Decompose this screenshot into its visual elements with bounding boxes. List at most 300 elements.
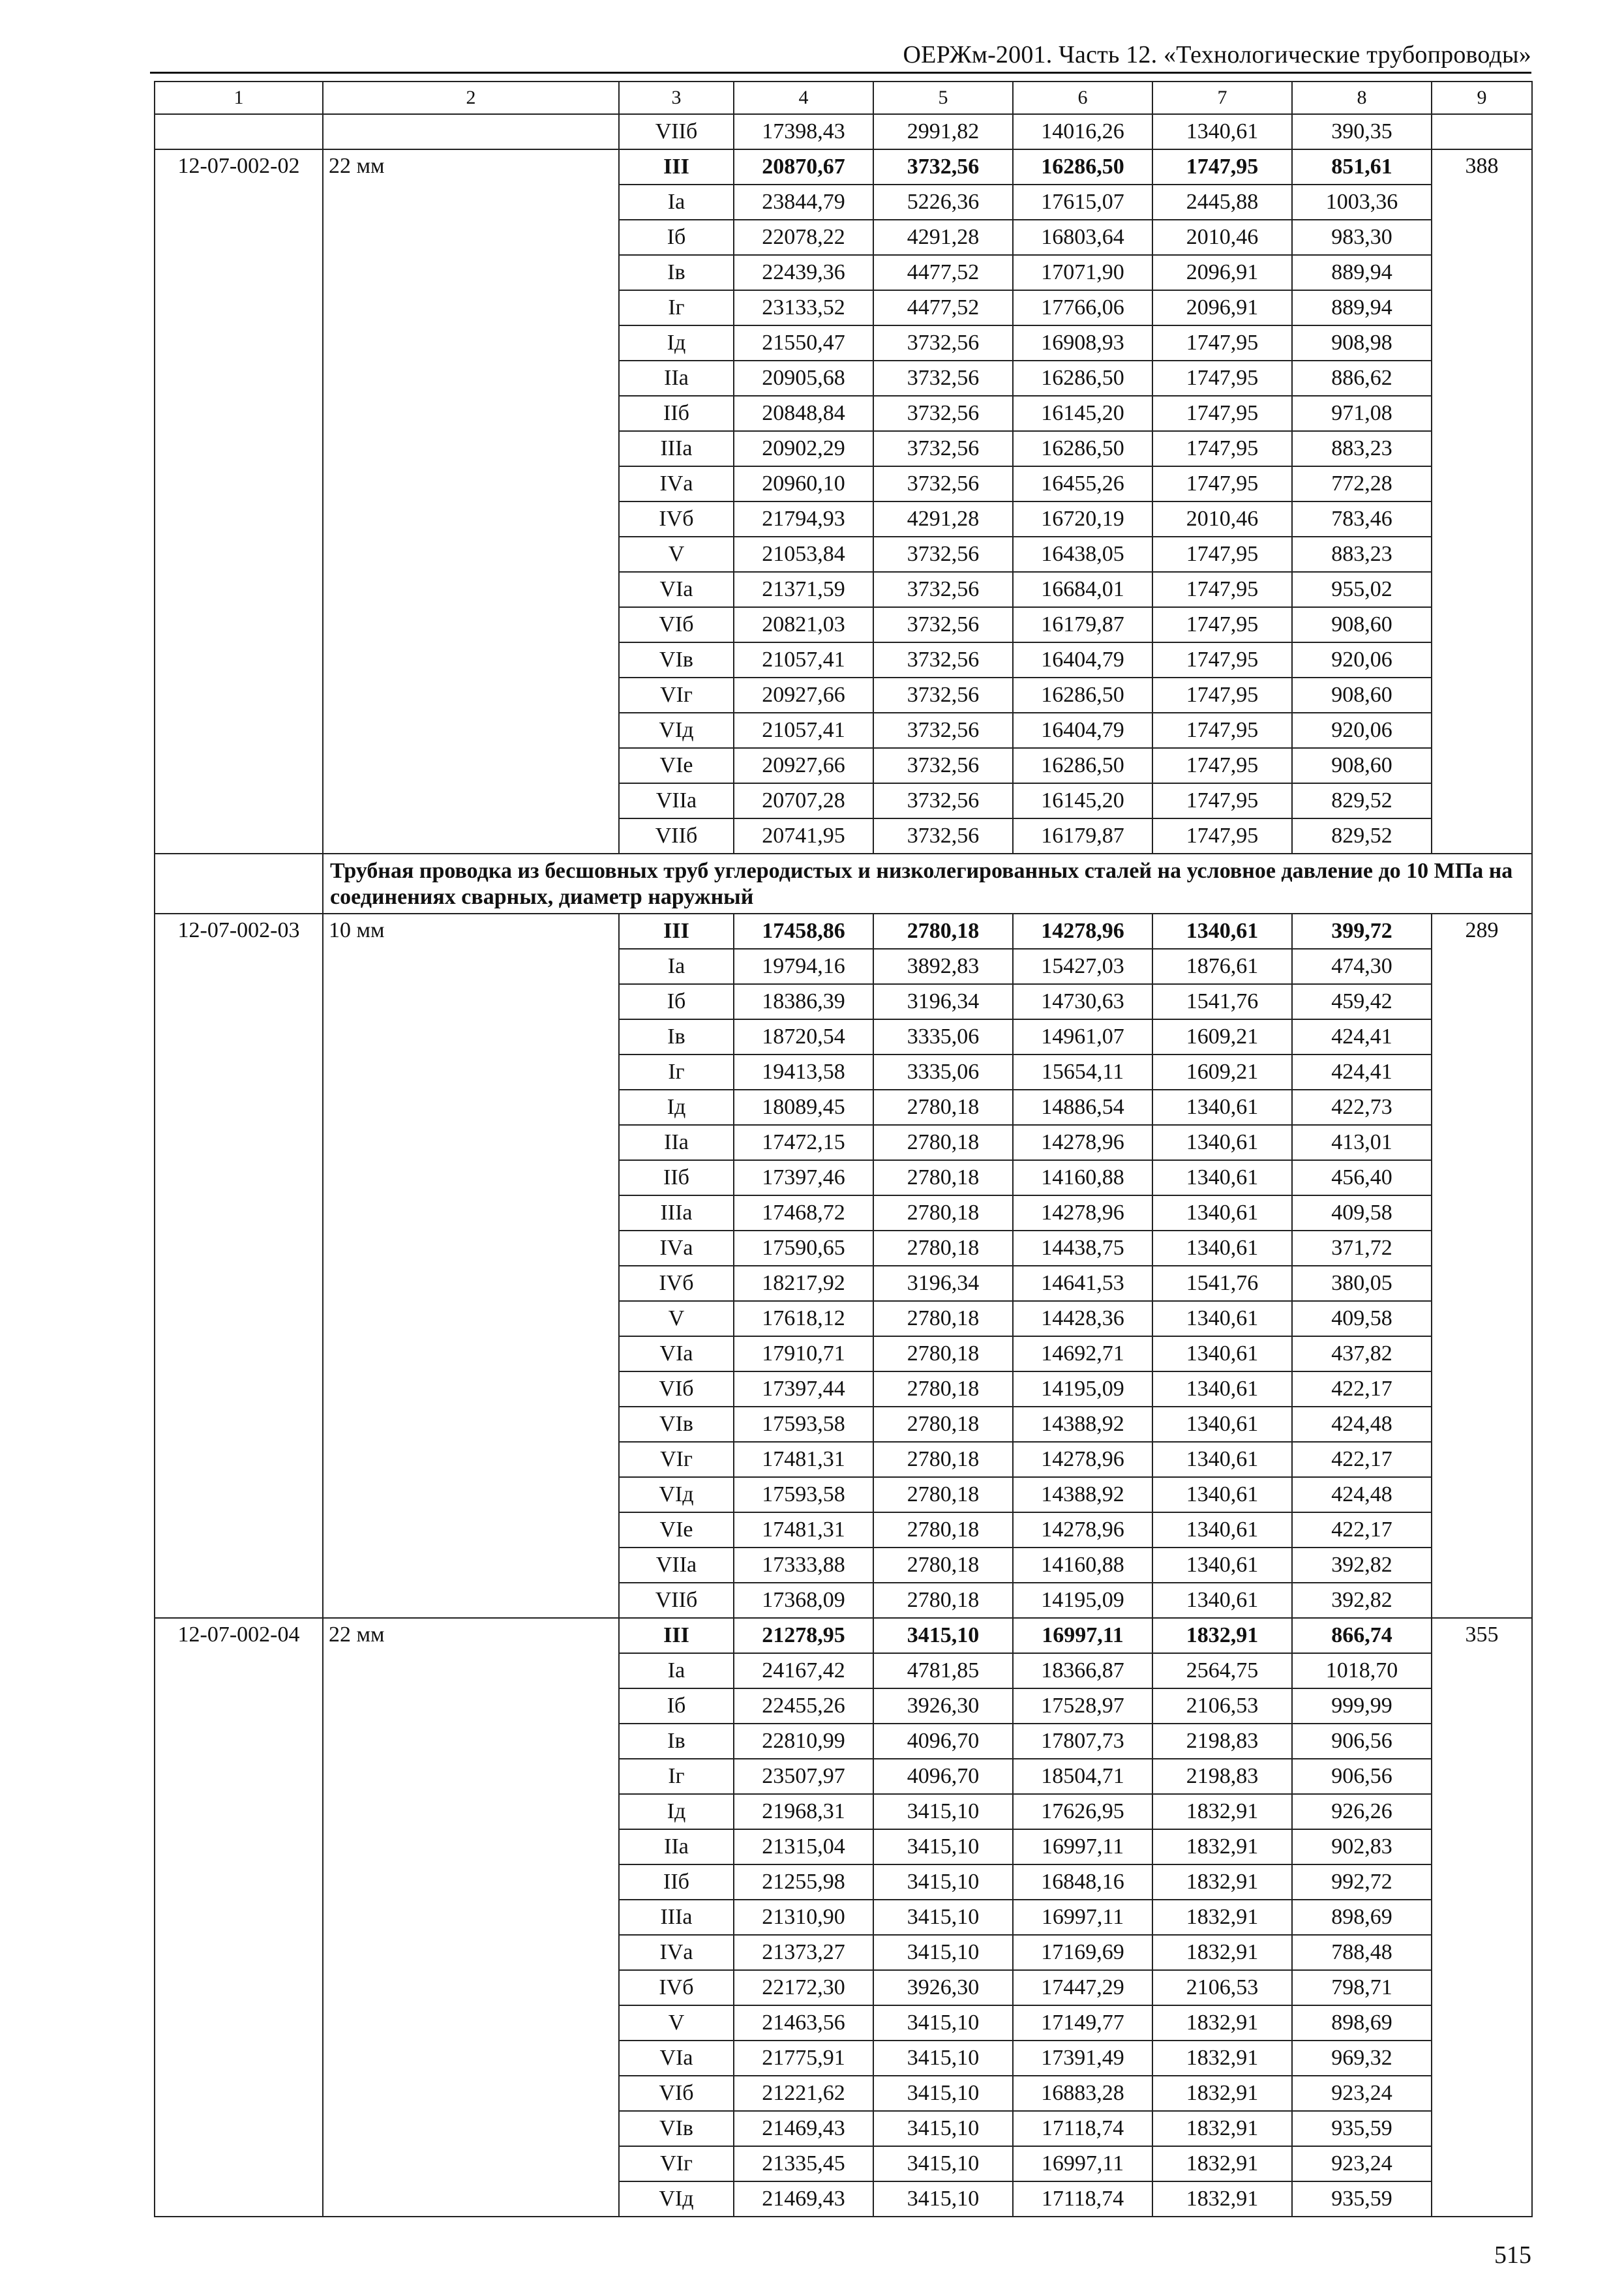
value-cell: 14016,26 <box>1013 114 1152 149</box>
value-cell: 2780,18 <box>873 1371 1013 1407</box>
region-cell: III <box>619 149 734 185</box>
value-cell: 2780,18 <box>873 1407 1013 1442</box>
value-cell: 2106,53 <box>1152 1688 1292 1724</box>
value-cell: 23133,52 <box>734 290 873 325</box>
value-cell: 16438,05 <box>1013 537 1152 572</box>
value-cell: 883,23 <box>1292 537 1432 572</box>
region-cell: VIIа <box>619 1548 734 1583</box>
value-cell: 2780,18 <box>873 1336 1013 1371</box>
value-cell: 21373,27 <box>734 1935 873 1970</box>
value-cell: 935,59 <box>1292 2111 1432 2146</box>
value-cell: 851,61 <box>1292 149 1432 185</box>
value-cell: 16286,50 <box>1013 361 1152 396</box>
region-cell: VIIб <box>619 1583 734 1618</box>
value-cell: 1747,95 <box>1152 537 1292 572</box>
value-cell: 1832,91 <box>1152 2146 1292 2181</box>
value-cell: 19794,16 <box>734 949 873 984</box>
code-cell: 12-07-002-04 <box>155 1618 323 2217</box>
value-cell: 1747,95 <box>1152 325 1292 361</box>
region-cell: Iа <box>619 185 734 220</box>
value-cell: 1340,61 <box>1152 1407 1292 1442</box>
value-cell: 2780,18 <box>873 914 1013 949</box>
value-cell: 22078,22 <box>734 220 873 255</box>
value-cell: 17590,65 <box>734 1231 873 1266</box>
table-row <box>155 114 1532 149</box>
value-cell: 2010,46 <box>1152 220 1292 255</box>
value-cell: 21057,41 <box>734 713 873 748</box>
value-cell: 1340,61 <box>1152 1477 1292 1512</box>
value-cell: 392,82 <box>1292 1548 1432 1583</box>
value-cell: 3732,56 <box>873 713 1013 748</box>
value-cell: 2106,53 <box>1152 1970 1292 2005</box>
value-cell: 14160,88 <box>1013 1160 1152 1195</box>
value-cell: 992,72 <box>1292 1864 1432 1900</box>
value-cell: 1747,95 <box>1152 642 1292 678</box>
value-cell: 16720,19 <box>1013 501 1152 537</box>
value-cell: 16286,50 <box>1013 149 1152 185</box>
value-cell: 16145,20 <box>1013 783 1152 818</box>
region-cell: Iг <box>619 1759 734 1794</box>
value-cell: 21550,47 <box>734 325 873 361</box>
value-cell: 1340,61 <box>1152 1442 1292 1477</box>
value-cell: 14388,92 <box>1013 1407 1152 1442</box>
value-cell: 908,60 <box>1292 748 1432 783</box>
column-number-cell: 1 <box>155 82 323 114</box>
value-cell: 3732,56 <box>873 466 1013 501</box>
value-cell: 2780,18 <box>873 1512 1013 1548</box>
value-cell: 2564,75 <box>1152 1653 1292 1688</box>
value-cell: 16908,93 <box>1013 325 1152 361</box>
column-number-cell: 2 <box>323 82 619 114</box>
region-cell: VIа <box>619 572 734 607</box>
value-cell: 2991,82 <box>873 114 1013 149</box>
value-cell: 17481,31 <box>734 1442 873 1477</box>
value-cell: 22439,36 <box>734 255 873 290</box>
value-cell: 1876,61 <box>1152 949 1292 984</box>
value-cell: 3732,56 <box>873 431 1013 466</box>
value-cell: 19413,58 <box>734 1055 873 1090</box>
value-cell: 3732,56 <box>873 607 1013 642</box>
value-cell: 1832,91 <box>1152 1900 1292 1935</box>
table-row <box>155 914 1532 949</box>
region-cell: VIг <box>619 1442 734 1477</box>
column-number-cell: 8 <box>1292 82 1432 114</box>
value-cell: 22810,99 <box>734 1724 873 1759</box>
value-cell: 1832,91 <box>1152 2005 1292 2041</box>
value-cell: 906,56 <box>1292 1724 1432 1759</box>
value-cell: 1747,95 <box>1152 748 1292 783</box>
value-cell: 20707,28 <box>734 783 873 818</box>
code-cell: 12-07-002-03 <box>155 914 323 1618</box>
value-cell: 16684,01 <box>1013 572 1152 607</box>
value-cell: 21315,04 <box>734 1829 873 1864</box>
value-cell: 18089,45 <box>734 1090 873 1125</box>
value-cell: 16145,20 <box>1013 396 1152 431</box>
value-cell: 3732,56 <box>873 818 1013 854</box>
region-cell: VIв <box>619 2111 734 2146</box>
column-number-cell: 3 <box>619 82 734 114</box>
value-cell: 2780,18 <box>873 1090 1013 1125</box>
value-cell: 17118,74 <box>1013 2181 1152 2217</box>
value-cell: 16455,26 <box>1013 466 1152 501</box>
value-cell: 14278,96 <box>1013 914 1152 949</box>
value-cell: 908,98 <box>1292 325 1432 361</box>
value-cell: 14195,09 <box>1013 1583 1152 1618</box>
value-cell: 14692,71 <box>1013 1336 1152 1371</box>
value-cell: 16997,11 <box>1013 1618 1152 1653</box>
size-cell: 22 мм <box>323 149 619 854</box>
size-cell: 22 мм <box>323 1618 619 2217</box>
region-cell: IVа <box>619 466 734 501</box>
value-cell: 829,52 <box>1292 818 1432 854</box>
value-cell: 4477,52 <box>873 255 1013 290</box>
table-row <box>155 149 1532 185</box>
value-cell: 3415,10 <box>873 2146 1013 2181</box>
total-cell: 289 <box>1432 914 1532 1618</box>
column-number-cell: 7 <box>1152 82 1292 114</box>
value-cell: 1832,91 <box>1152 2111 1292 2146</box>
value-cell: 1340,61 <box>1152 1195 1292 1231</box>
value-cell: 908,60 <box>1292 678 1432 713</box>
value-cell: 17528,97 <box>1013 1688 1152 1724</box>
value-cell: 935,59 <box>1292 2181 1432 2217</box>
value-cell: 908,60 <box>1292 607 1432 642</box>
value-cell: 1340,61 <box>1152 1583 1292 1618</box>
value-cell: 16883,28 <box>1013 2076 1152 2111</box>
value-cell: 21053,84 <box>734 537 873 572</box>
size-cell <box>323 114 619 149</box>
value-cell: 2780,18 <box>873 1301 1013 1336</box>
value-cell: 4096,70 <box>873 1724 1013 1759</box>
region-cell: VIIа <box>619 783 734 818</box>
value-cell: 422,17 <box>1292 1512 1432 1548</box>
value-cell: 17593,58 <box>734 1477 873 1512</box>
value-cell: 829,52 <box>1292 783 1432 818</box>
region-cell: Iд <box>619 1794 734 1829</box>
value-cell: 2198,83 <box>1152 1759 1292 1794</box>
region-cell: VIа <box>619 2041 734 2076</box>
value-cell: 955,02 <box>1292 572 1432 607</box>
value-cell: 17071,90 <box>1013 255 1152 290</box>
value-cell: 1832,91 <box>1152 1618 1292 1653</box>
region-cell: IIIа <box>619 1195 734 1231</box>
value-cell: 20821,03 <box>734 607 873 642</box>
value-cell: 923,24 <box>1292 2146 1432 2181</box>
region-cell: Iг <box>619 1055 734 1090</box>
value-cell: 17149,77 <box>1013 2005 1152 2041</box>
value-cell: 21469,43 <box>734 2181 873 2217</box>
value-cell: 2780,18 <box>873 1195 1013 1231</box>
region-cell: IVб <box>619 1970 734 2005</box>
region-cell: VIе <box>619 748 734 783</box>
value-cell: 783,46 <box>1292 501 1432 537</box>
value-cell: 2780,18 <box>873 1548 1013 1583</box>
value-cell: 2780,18 <box>873 1477 1013 1512</box>
value-cell: 14278,96 <box>1013 1195 1152 1231</box>
value-cell: 926,26 <box>1292 1794 1432 1829</box>
value-cell: 24167,42 <box>734 1653 873 1688</box>
value-cell: 3732,56 <box>873 642 1013 678</box>
value-cell: 424,41 <box>1292 1055 1432 1090</box>
value-cell: 1340,61 <box>1152 114 1292 149</box>
value-cell: 18504,71 <box>1013 1759 1152 1794</box>
value-cell: 20902,29 <box>734 431 873 466</box>
value-cell: 14278,96 <box>1013 1125 1152 1160</box>
value-cell: 409,58 <box>1292 1195 1432 1231</box>
value-cell: 1747,95 <box>1152 431 1292 466</box>
value-cell: 772,28 <box>1292 466 1432 501</box>
value-cell: 3335,06 <box>873 1019 1013 1055</box>
table-row <box>155 1618 1532 1653</box>
value-cell: 1747,95 <box>1152 713 1292 748</box>
value-cell: 17333,88 <box>734 1548 873 1583</box>
value-cell: 17397,46 <box>734 1160 873 1195</box>
value-cell: 920,06 <box>1292 713 1432 748</box>
region-cell: VIIб <box>619 114 734 149</box>
region-cell: IIб <box>619 1864 734 1900</box>
value-cell: 22455,26 <box>734 1688 873 1724</box>
value-cell: 17398,43 <box>734 114 873 149</box>
value-cell: 422,17 <box>1292 1371 1432 1407</box>
value-cell: 1340,61 <box>1152 1301 1292 1336</box>
column-number-row <box>155 82 1532 114</box>
region-cell: Iб <box>619 984 734 1019</box>
value-cell: 1747,95 <box>1152 607 1292 642</box>
value-cell: 3732,56 <box>873 572 1013 607</box>
total-cell: 355 <box>1432 1618 1532 2217</box>
value-cell: 3415,10 <box>873 1935 1013 1970</box>
value-cell: 20870,67 <box>734 149 873 185</box>
value-cell: 2780,18 <box>873 1583 1013 1618</box>
value-cell: 883,23 <box>1292 431 1432 466</box>
value-cell: 20927,66 <box>734 678 873 713</box>
region-cell: IIб <box>619 1160 734 1195</box>
value-cell: 20960,10 <box>734 466 873 501</box>
value-cell: 3335,06 <box>873 1055 1013 1090</box>
value-cell: 456,40 <box>1292 1160 1432 1195</box>
region-cell: VIг <box>619 678 734 713</box>
value-cell: 1832,91 <box>1152 1864 1292 1900</box>
region-cell: Iд <box>619 1090 734 1125</box>
page-number: 515 <box>1494 2241 1531 2269</box>
value-cell: 3415,10 <box>873 2111 1013 2146</box>
value-cell: 1747,95 <box>1152 783 1292 818</box>
value-cell: 422,17 <box>1292 1442 1432 1477</box>
value-cell: 23844,79 <box>734 185 873 220</box>
value-cell: 1747,95 <box>1152 818 1292 854</box>
region-cell: VIб <box>619 607 734 642</box>
value-cell: 1832,91 <box>1152 1935 1292 1970</box>
value-cell: 18366,87 <box>1013 1653 1152 1688</box>
value-cell: 409,58 <box>1292 1301 1432 1336</box>
value-cell: 3926,30 <box>873 1688 1013 1724</box>
value-cell: 16286,50 <box>1013 678 1152 713</box>
value-cell: 2780,18 <box>873 1125 1013 1160</box>
value-cell: 3415,10 <box>873 2005 1013 2041</box>
value-cell: 1832,91 <box>1152 1794 1292 1829</box>
value-cell: 906,56 <box>1292 1759 1432 1794</box>
value-cell: 17468,72 <box>734 1195 873 1231</box>
value-cell: 380,05 <box>1292 1266 1432 1301</box>
region-cell: Iв <box>619 255 734 290</box>
value-cell: 3196,34 <box>873 984 1013 1019</box>
total-cell <box>1432 114 1532 149</box>
value-cell: 21310,90 <box>734 1900 873 1935</box>
value-cell: 14278,96 <box>1013 1442 1152 1477</box>
value-cell: 22172,30 <box>734 1970 873 2005</box>
region-cell: VIд <box>619 2181 734 2217</box>
region-cell: VIг <box>619 2146 734 2181</box>
value-cell: 923,24 <box>1292 2076 1432 2111</box>
value-cell: 16997,11 <box>1013 1829 1152 1864</box>
value-cell: 18386,39 <box>734 984 873 1019</box>
region-cell: IVб <box>619 501 734 537</box>
value-cell: 16179,87 <box>1013 607 1152 642</box>
region-cell: Iа <box>619 1653 734 1688</box>
value-cell: 399,72 <box>1292 914 1432 949</box>
value-cell: 16404,79 <box>1013 713 1152 748</box>
value-cell: 2780,18 <box>873 1231 1013 1266</box>
value-cell: 3732,56 <box>873 361 1013 396</box>
value-cell: 2096,91 <box>1152 255 1292 290</box>
value-cell: 437,82 <box>1292 1336 1432 1371</box>
value-cell: 1832,91 <box>1152 2076 1292 2111</box>
value-cell: 898,69 <box>1292 1900 1432 1935</box>
value-cell: 21775,91 <box>734 2041 873 2076</box>
region-cell: IVа <box>619 1935 734 1970</box>
value-cell: 474,30 <box>1292 949 1432 984</box>
value-cell: 424,48 <box>1292 1477 1432 1512</box>
value-cell: 17615,07 <box>1013 185 1152 220</box>
column-number-cell: 5 <box>873 82 1013 114</box>
value-cell: 21968,31 <box>734 1794 873 1829</box>
value-cell: 392,82 <box>1292 1583 1432 1618</box>
value-cell: 3415,10 <box>873 2076 1013 2111</box>
value-cell: 3892,83 <box>873 949 1013 984</box>
value-cell: 1832,91 <box>1152 2181 1292 2217</box>
value-cell: 16997,11 <box>1013 2146 1152 2181</box>
region-cell: Iг <box>619 290 734 325</box>
value-cell: 969,32 <box>1292 2041 1432 2076</box>
value-cell: 413,01 <box>1292 1125 1432 1160</box>
value-cell: 14730,63 <box>1013 984 1152 1019</box>
value-cell: 2780,18 <box>873 1442 1013 1477</box>
region-cell: Iв <box>619 1724 734 1759</box>
value-cell: 3415,10 <box>873 1829 1013 1864</box>
header-rule <box>150 72 1531 74</box>
value-cell: 1340,61 <box>1152 1548 1292 1583</box>
value-cell: 1609,21 <box>1152 1055 1292 1090</box>
value-cell: 3732,56 <box>873 783 1013 818</box>
value-cell: 21371,59 <box>734 572 873 607</box>
column-number-cell: 4 <box>734 82 873 114</box>
value-cell: 983,30 <box>1292 220 1432 255</box>
region-cell: VIд <box>619 713 734 748</box>
value-cell: 21278,95 <box>734 1618 873 1653</box>
value-cell: 14278,96 <box>1013 1512 1152 1548</box>
column-number-cell: 9 <box>1432 82 1532 114</box>
value-cell: 17169,69 <box>1013 1935 1152 1970</box>
region-cell: IIа <box>619 361 734 396</box>
value-cell: 390,35 <box>1292 114 1432 149</box>
value-cell: 2445,88 <box>1152 185 1292 220</box>
value-cell: 920,06 <box>1292 642 1432 678</box>
region-cell: IIIа <box>619 1900 734 1935</box>
value-cell: 2780,18 <box>873 1160 1013 1195</box>
value-cell: 14438,75 <box>1013 1231 1152 1266</box>
value-cell: 3415,10 <box>873 2181 1013 2217</box>
value-cell: 1747,95 <box>1152 361 1292 396</box>
value-cell: 3732,56 <box>873 537 1013 572</box>
section-title: Трубная проводка из бесшовных труб углеродистых и низколегированных сталей на условное давление до 10 МПа на соединениях сварных, диаметр наружный <box>323 854 1532 914</box>
value-cell: 4781,85 <box>873 1653 1013 1688</box>
value-cell: 3732,56 <box>873 396 1013 431</box>
value-cell: 17766,06 <box>1013 290 1152 325</box>
value-cell: 16286,50 <box>1013 748 1152 783</box>
value-cell: 1541,76 <box>1152 984 1292 1019</box>
value-cell: 18720,54 <box>734 1019 873 1055</box>
value-cell: 1609,21 <box>1152 1019 1292 1055</box>
value-cell: 2096,91 <box>1152 290 1292 325</box>
region-cell: VIа <box>619 1336 734 1371</box>
value-cell: 902,83 <box>1292 1829 1432 1864</box>
value-cell: 17397,44 <box>734 1371 873 1407</box>
value-cell: 14388,92 <box>1013 1477 1152 1512</box>
region-cell: VIб <box>619 2076 734 2111</box>
region-cell: Iв <box>619 1019 734 1055</box>
region-cell: III <box>619 1618 734 1653</box>
region-cell: VIб <box>619 1371 734 1407</box>
region-cell: VIе <box>619 1512 734 1548</box>
value-cell: 1003,36 <box>1292 185 1432 220</box>
value-cell: 1747,95 <box>1152 149 1292 185</box>
section-row <box>155 854 1532 914</box>
value-cell: 3415,10 <box>873 1864 1013 1900</box>
value-cell: 1340,61 <box>1152 1336 1292 1371</box>
region-cell: IIб <box>619 396 734 431</box>
section-code-cell <box>155 854 323 914</box>
region-cell: VIв <box>619 642 734 678</box>
value-cell: 21794,93 <box>734 501 873 537</box>
value-cell: 16404,79 <box>1013 642 1152 678</box>
value-cell: 3415,10 <box>873 1794 1013 1829</box>
value-cell: 17472,15 <box>734 1125 873 1160</box>
value-cell: 23507,97 <box>734 1759 873 1794</box>
value-cell: 17118,74 <box>1013 2111 1152 2146</box>
region-cell: IVб <box>619 1266 734 1301</box>
region-cell: Iа <box>619 949 734 984</box>
region-cell: Iд <box>619 325 734 361</box>
value-cell: 21255,98 <box>734 1864 873 1900</box>
value-cell: 3926,30 <box>873 1970 1013 2005</box>
page-header: ОЕРЖм-2001. Часть 12. «Технологические трубопроводы» <box>903 41 1531 68</box>
value-cell: 20848,84 <box>734 396 873 431</box>
region-cell: V <box>619 537 734 572</box>
value-cell: 14641,53 <box>1013 1266 1152 1301</box>
value-cell: 1747,95 <box>1152 572 1292 607</box>
code-cell <box>155 114 323 149</box>
value-cell: 889,94 <box>1292 255 1432 290</box>
region-cell: VIд <box>619 1477 734 1512</box>
value-cell: 1340,61 <box>1152 1512 1292 1548</box>
value-cell: 3415,10 <box>873 2041 1013 2076</box>
region-cell: III <box>619 914 734 949</box>
value-cell: 3732,56 <box>873 325 1013 361</box>
value-cell: 21335,45 <box>734 2146 873 2181</box>
value-cell: 20927,66 <box>734 748 873 783</box>
region-cell: V <box>619 1301 734 1336</box>
value-cell: 17447,29 <box>1013 1970 1152 2005</box>
